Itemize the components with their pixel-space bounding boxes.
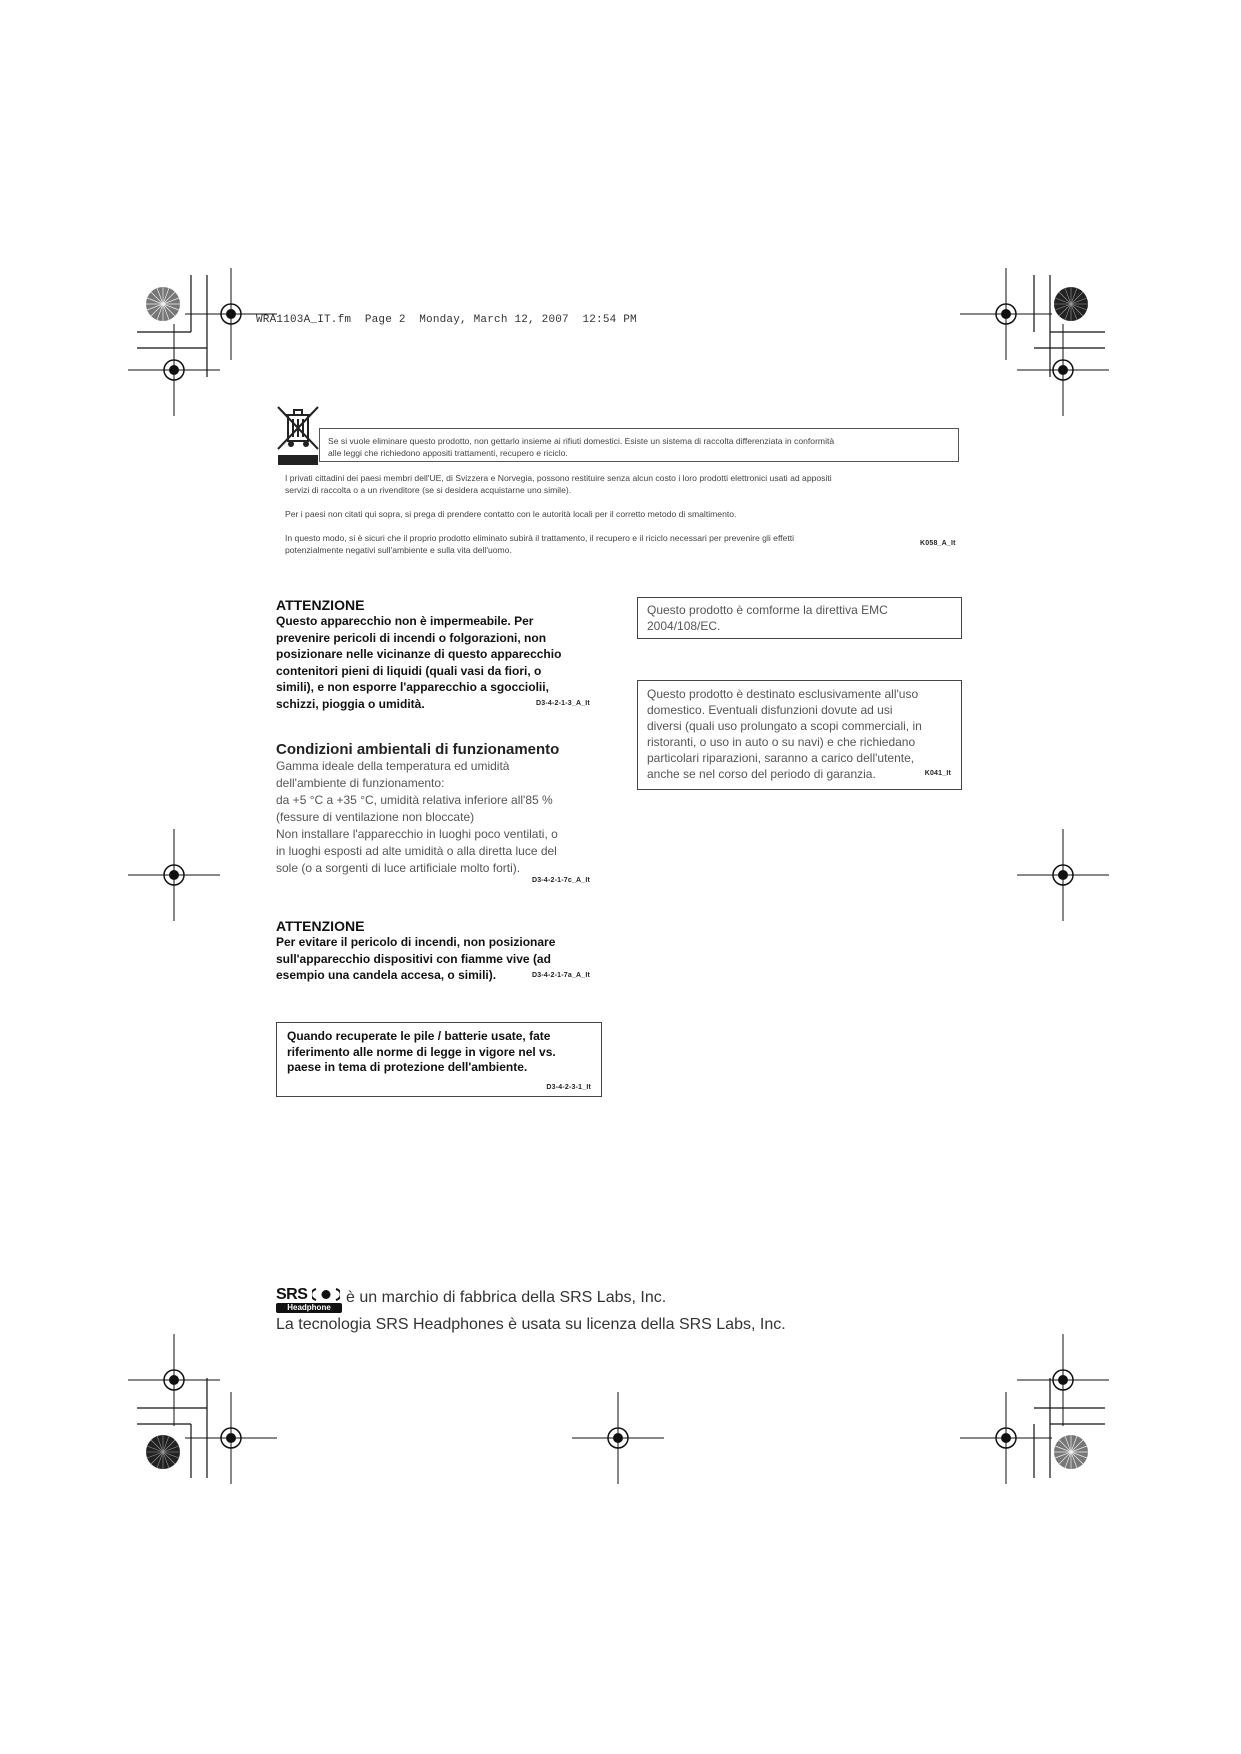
disposal-notice-line: alle leggi che richiedono appositi trattamenti, recupero e riciclo.	[328, 448, 568, 458]
srs-headphone-logo	[276, 1286, 342, 1314]
paragraph-line: particolari riparazioni, saranno a carico dell'utente,	[647, 751, 915, 765]
paragraph-line: anche se nel corso del periodo di garanzia.	[647, 767, 876, 781]
paragraph-line: riferimento alle norme di legge in vigore nel vs.	[287, 1044, 556, 1059]
paragraph-line: servizi di raccolta o a un rivenditore (se si desidera acquistarne uno simile).	[285, 485, 572, 495]
warning-line: contenitori pieni di liquidi (quali vasi da fiori, o	[276, 663, 542, 678]
warning-line: Questo apparecchio non è impermeabile. Per	[276, 614, 534, 628]
disposal-notice-box	[319, 428, 959, 462]
paragraph-line: ristoranti, o uso in auto o su navi) e che richiedano	[647, 735, 916, 749]
warning-line: prevenire pericoli di incendi o folgorazioni, non	[276, 630, 547, 645]
disposal-paragraph-other: Per i paesi non citati qui sopra, si prega di prendere contatto con le autorità locali per il corretto metodo di smaltimento.	[285, 509, 737, 519]
trademark-line: è un marchio di fabbrica della SRS Labs, Inc.	[346, 1289, 667, 1306]
disposal-notice-line: Se si vuole eliminare questo prodotto, non gettarlo insieme ai rifiuti domestici. Esiste un sistema di raccolta differenziata in conformità	[328, 436, 835, 446]
reference-code: D3-4-2-1-7c_A_It	[532, 877, 591, 884]
srs-logo-text: SRS	[276, 1286, 308, 1303]
environment-conditions-text	[276, 758, 616, 877]
srs-circle-icon	[312, 1287, 340, 1302]
paragraph-line: Questo prodotto è destinato esclusivamente all'uso	[647, 687, 919, 701]
warning-line: sull'apparecchio dispositivi con fiamme vive (ad	[276, 951, 551, 966]
disposal-paragraph-effects	[285, 532, 925, 556]
paragraph-line: diversi (quali uso prolungato a scopi commerciali, in	[647, 719, 922, 733]
paragraph-line: Non installare l'apparecchio in luoghi poco ventilati, o	[276, 827, 558, 841]
warning-title: ATTENZIONE	[276, 597, 365, 613]
paragraph-line: in luoghi esposti ad alte umidità o alla diretta luce del	[276, 844, 557, 858]
battery-disposal-text	[287, 1029, 591, 1076]
warning-line: simili), e non esporre l'apparecchio a sgocciolii,	[276, 680, 549, 694]
warning-line: posizionare nelle vicinanze di questo apparecchio	[276, 647, 562, 661]
paragraph-line: Gamma ideale della temperatura ed umidità	[276, 759, 510, 773]
paragraph-line: domestico. Eventuali disfunzioni dovute ad usi	[647, 703, 893, 717]
reference-code: K041_It	[924, 770, 951, 777]
warning-line: schizzi, pioggia o umidità.	[276, 696, 425, 711]
paragraph-line: I privati cittadini dei paesi membri dell'UE, di Svizzera e Norvegia, possono restituire senza alcun costo i loro prodotti elettronici usati ad appositi	[285, 473, 832, 483]
warning-line: esempio una candela accesa, o simili).	[276, 968, 497, 982]
reference-code: D3-4-2-3-1_It	[546, 1084, 591, 1091]
crossed-out-bin-icon	[276, 405, 320, 467]
environment-conditions-title: Condizioni ambientali di funzionamento	[276, 741, 560, 758]
file-info-header: WRA1103A_IT.fm Page 2 Monday, March 12, 2007 12:54 PM	[256, 314, 637, 326]
domestic-use-text	[647, 686, 952, 782]
emc-compliance-text	[647, 602, 952, 634]
paragraph-line: (fessure di ventilazione non bloccate)	[276, 810, 475, 824]
waterproof-warning-text	[276, 613, 616, 712]
emc-compliance-box	[637, 597, 962, 639]
srs-logo-subtext: Headphone	[276, 1303, 342, 1313]
reference-code: D3-4-2-1-7a_A_It	[532, 972, 591, 979]
battery-disposal-box	[276, 1022, 602, 1097]
paragraph-line: In questo modo, si è sicuri che il proprio prodotto eliminato subirà il trattamento, il recupero e il riciclo necessari per prevenire gli effetti	[285, 533, 795, 543]
paragraph-line: potenzialmente negativi sull'ambiente e sulla vita dell'uomo.	[285, 545, 512, 555]
paragraph-line: paese in tema di protezione dell'ambiente.	[287, 1060, 528, 1074]
paragraph-line: da +5 °C a +35 °C, umidità relativa inferiore all'85 %	[276, 793, 553, 807]
paragraph-line: Questo prodotto è comforme la direttiva EMC	[647, 603, 888, 617]
license-line: La tecnologia SRS Headphones è usata su licenza della SRS Labs, Inc.	[276, 1316, 786, 1333]
paragraph-line: sole (o a sorgenti di luce artificiale molto forti).	[276, 861, 521, 875]
paragraph-line: Quando recuperate le pile / batterie usate, fate	[287, 1029, 551, 1043]
disposal-paragraph-eu	[285, 472, 965, 496]
paragraph-line: dell'ambiente di funzionamento:	[276, 776, 445, 790]
paragraph-line: 2004/108/EC.	[647, 619, 721, 633]
warning-title: ATTENZIONE	[276, 918, 365, 934]
reference-code: K058_A_It	[920, 540, 956, 547]
domestic-use-box	[637, 680, 962, 790]
warning-line: Per evitare il pericolo di incendi, non posizionare	[276, 935, 556, 949]
reference-code: D3-4-2-1-3_A_It	[536, 700, 590, 707]
